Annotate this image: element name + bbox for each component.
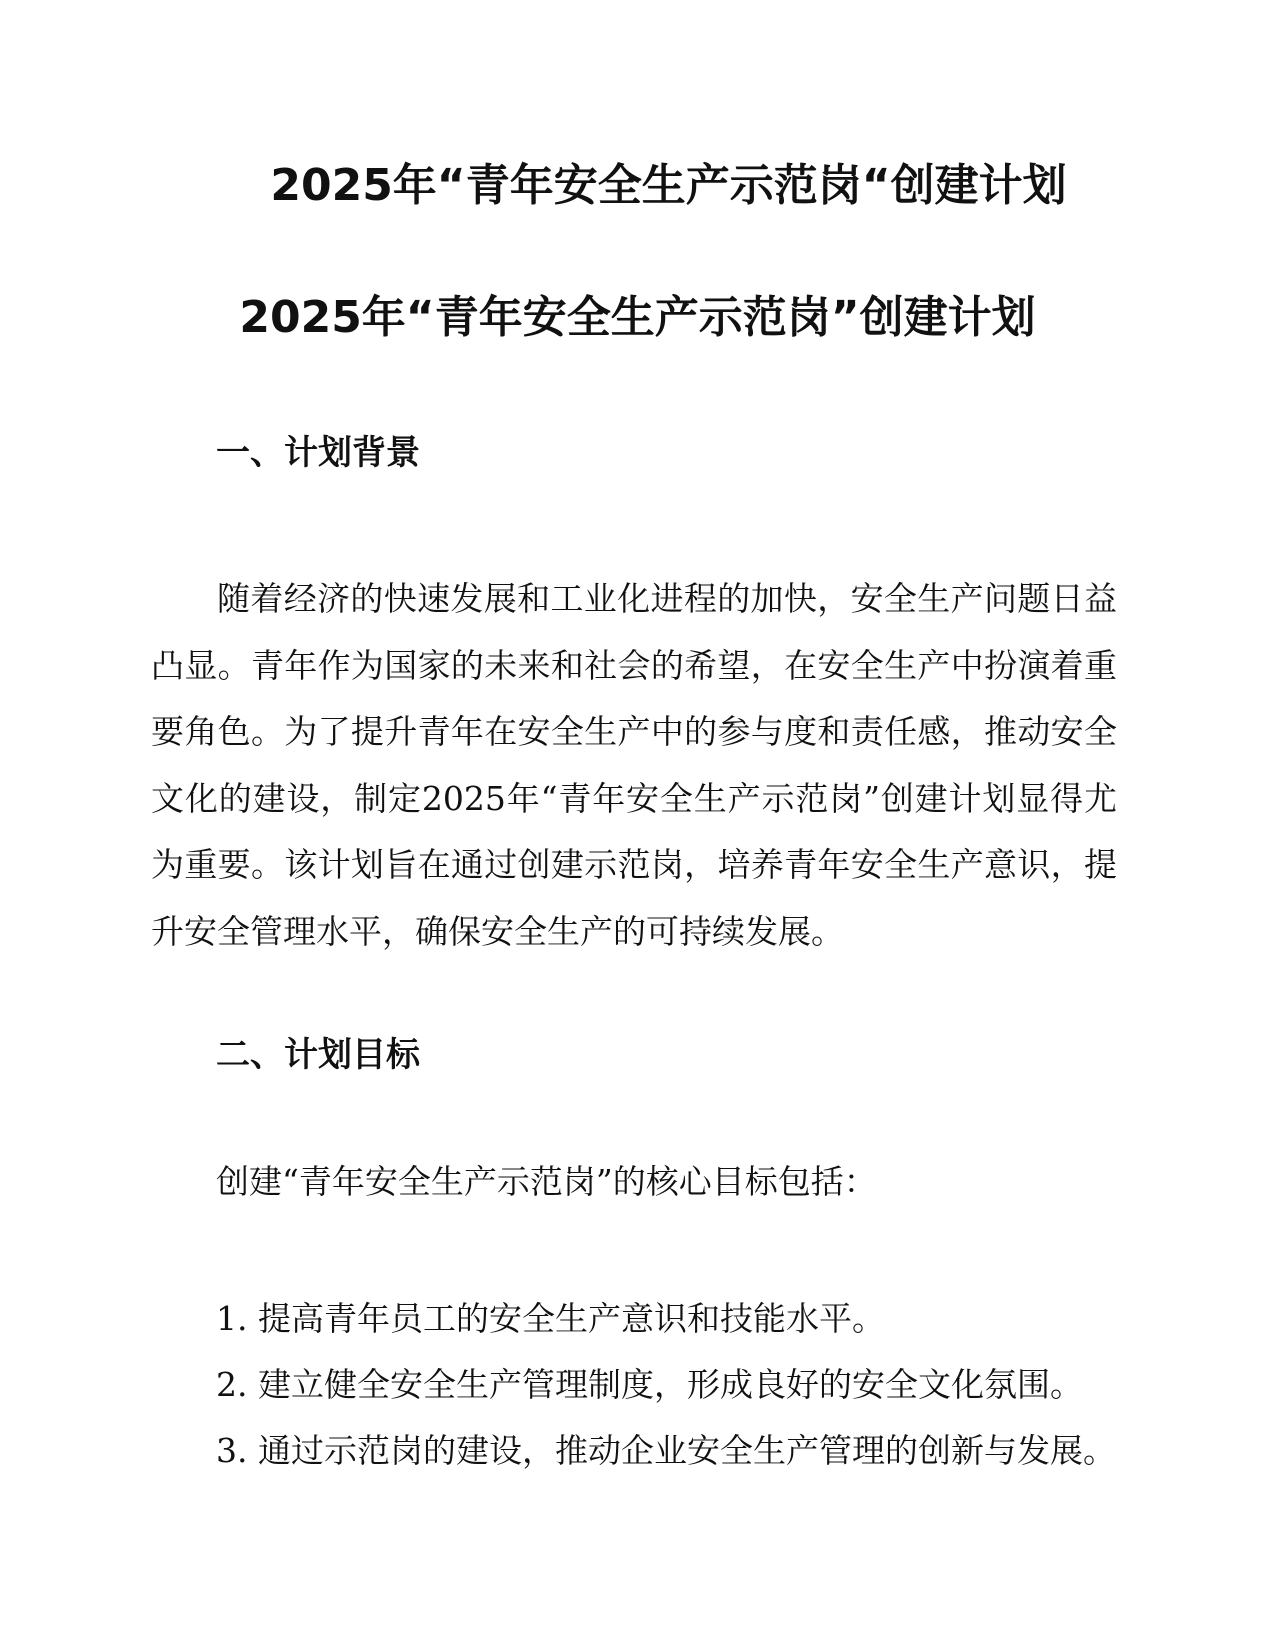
section-heading-goals: 二、计划目标	[216, 1035, 420, 1075]
goal-item: 1. 提高青年员工的安全生产意识和技能水平。	[216, 1299, 885, 1338]
goal-item: 2. 建立健全安全生产管理制度，形成良好的安全文化氛围。	[216, 1365, 1083, 1404]
goal-item: 3. 通过示范岗的建设，推动企业安全生产管理的创新与发展。	[216, 1431, 1116, 1470]
goals-list	[216, 1286, 1116, 1484]
document-title-line-2: 2025年“青年安全生产示范岗”创建计划	[239, 292, 1036, 343]
document-title-line-1: 2025年“青年安全生产示范岗“创建计划	[270, 160, 1067, 211]
background-paragraph: 随着经济的快速发展和工业化进程的加快，安全生产问题日益凸显。青年作为国家的未来和社会的希望，在安全生产中扮演着重要角色。为了提升青年在安全生产中的参与度和责任感，推动安全文化的建设，制定2025年“青年安全生产示范岗”创建计划显得尤为重要。该计划旨在通过创建示范岗，培养青年安全生产意识，提升安全管理水平，确保安全生产的可持续发展。	[151, 579, 1117, 951]
goals-intro: 创建“青年安全生产示范岗”的核心目标包括：	[216, 1162, 877, 1201]
section-heading-background: 一、计划背景	[216, 433, 420, 473]
